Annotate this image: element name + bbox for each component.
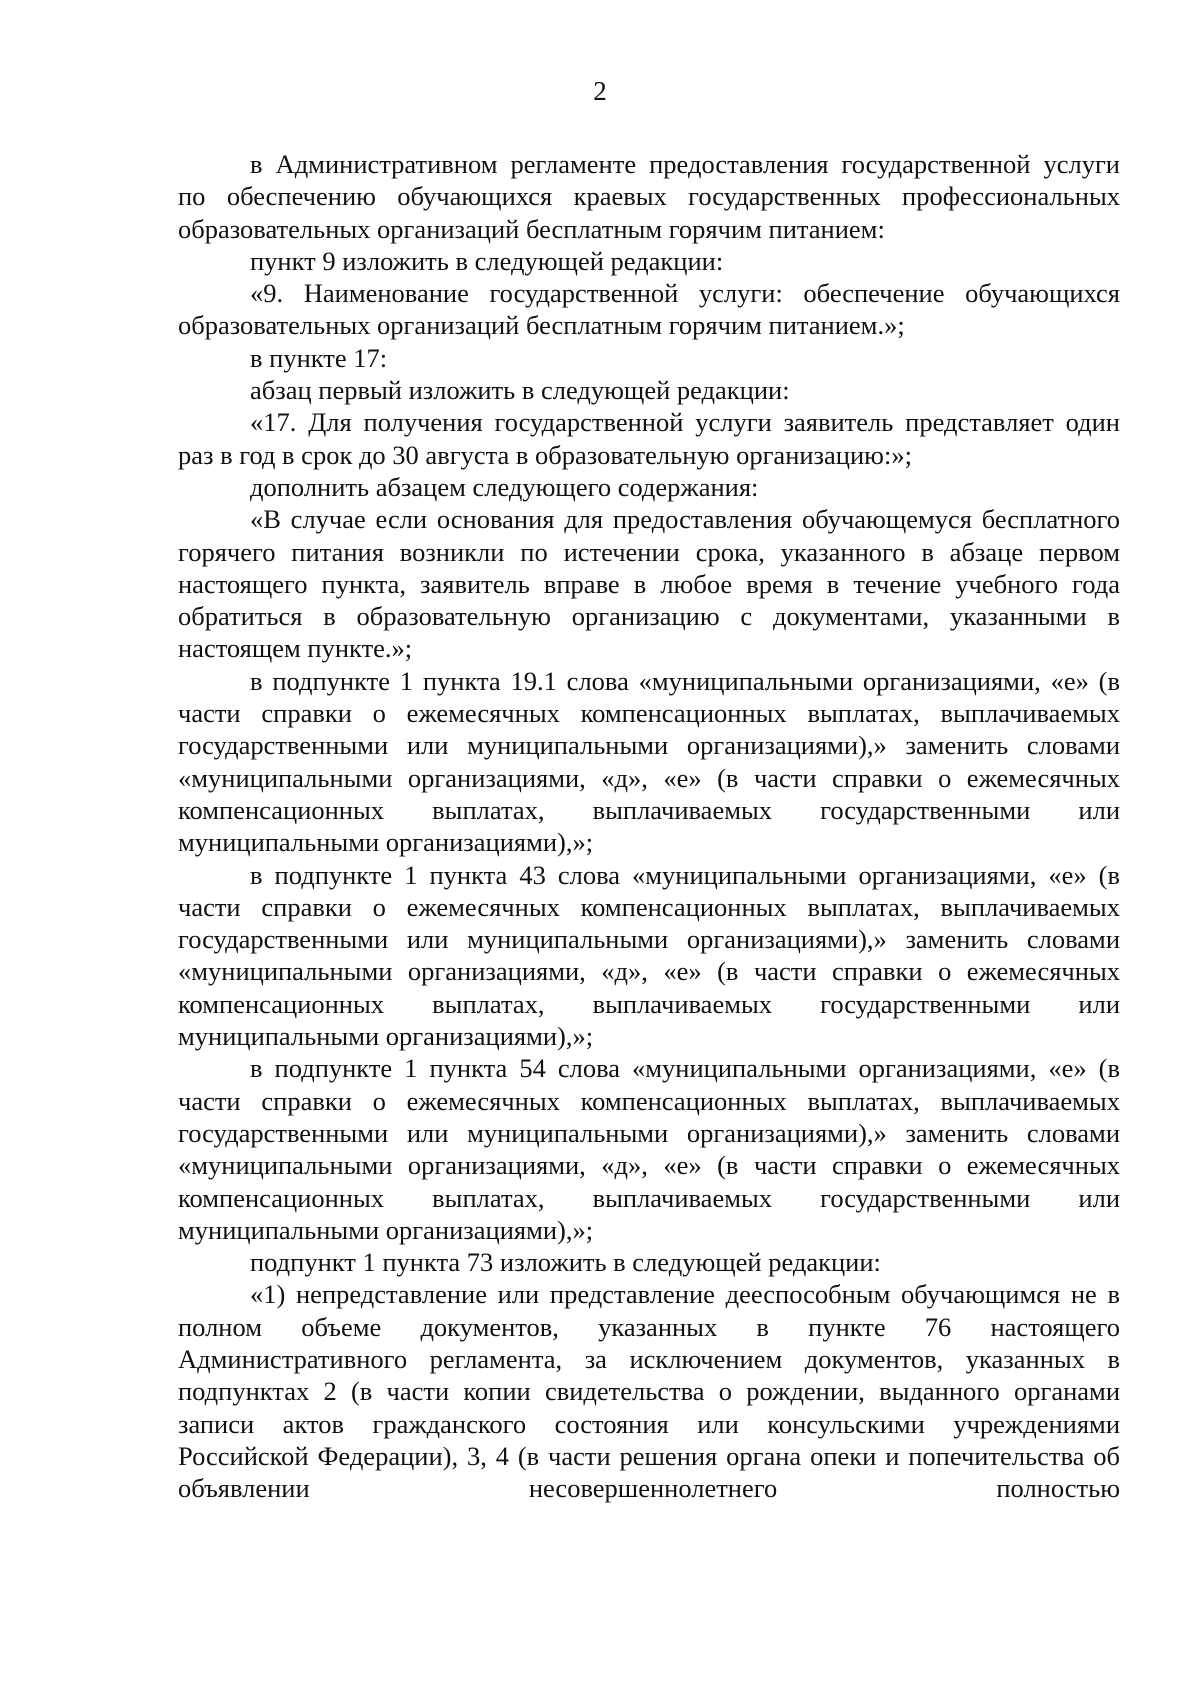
paragraph-item-17-first-abstract: абзац первый изложить в следующей редакции: [250, 375, 790, 406]
paragraph-item-17-text: «17. Для получения государственной услуги заявитель представляет один раз в год в срок до 30 августа в образовательную организацию:»; [178, 407, 1120, 470]
paragraph-regulation-intro: в Административном регламенте предоставления государственной услуги по обеспечению обучающихся краевых государственных профессиональных образовательных организаций бесплатным горячим питанием: [178, 149, 1120, 244]
paragraph-item-73-text: «1) непредставление или представление дееспособным обучающимся не в полном объеме документов, указанных в пункте 76 настоящего Административного регламента, за исключением документов, указанных в подпунктах 2 (в части копии свидетельства о рождении, выданного органами записи актов гражданского состояния или консульскими учреждениями Российской Федерации), 3, 4 (в части решения органа опеки и попечительства об объявлении несовершеннолетнего полностью [178, 1279, 1120, 1504]
paragraph-item-19-1: в подпункте 1 пункта 19.1 слова «муниципальными организациями, «е» (в части справки о ежемесячных компенсационных выплатах, выплачиваемых государственными или муниципальными организациями),» заменить словами «муниципальными организациями, «д», «е» (в части справки о ежемесячных компенсационных выплатах, выплачиваемых государственными или муниципальными организациями),»; [178, 665, 1120, 858]
paragraph-item-43: в подпункте 1 пункта 43 слова «муниципальными организациями, «е» (в части справки о ежемесячных компенсационных выплатах, выплачиваемых государственными или муниципальными организациями),» заменить словами «муниципальными организациями, «д», «е» (в части справки о ежемесячных компенсационных выплатах, выплачиваемых государственными или муниципальными организациями),»; [178, 859, 1120, 1052]
paragraph-item-9-text: «9. Наименование государственной услуги: обеспечение обучающихся образовательных организаций бесплатным горячим питанием.»; [178, 278, 1120, 341]
document-body [178, 148, 1120, 1504]
paragraph-item-9-heading: пункт 9 изложить в следующей редакции: [250, 245, 724, 276]
paragraph-new-abstract-text: «В случае если основания для предоставления обучающемуся бесплатного горячего питания возникли по истечении срока, указанного в абзаце первом настоящего пункта, заявитель вправе в любое время в течение учебного года обратиться в образовательную организацию с документами, указанными в настоящем пункте.»; [178, 504, 1120, 664]
paragraph-add-abstract: дополнить абзацем следующего содержания: [250, 471, 759, 502]
paragraph-item-73-heading: подпункт 1 пункта 73 изложить в следующей редакции: [250, 1247, 881, 1278]
page-number: 2 [593, 76, 607, 106]
paragraph-item-17-heading: в пункте 17: [250, 342, 388, 373]
paragraph-item-54: в подпункте 1 пункта 54 слова «муниципальными организациями, «е» (в части справки о ежемесячных компенсационных выплатах, выплачиваемых государственными или муниципальными организациями),» заменить словами «муниципальными организациями, «д», «е» (в части справки о ежемесячных компенсационных выплатах, выплачиваемых государственными или муниципальными организациями),»; [178, 1053, 1120, 1245]
